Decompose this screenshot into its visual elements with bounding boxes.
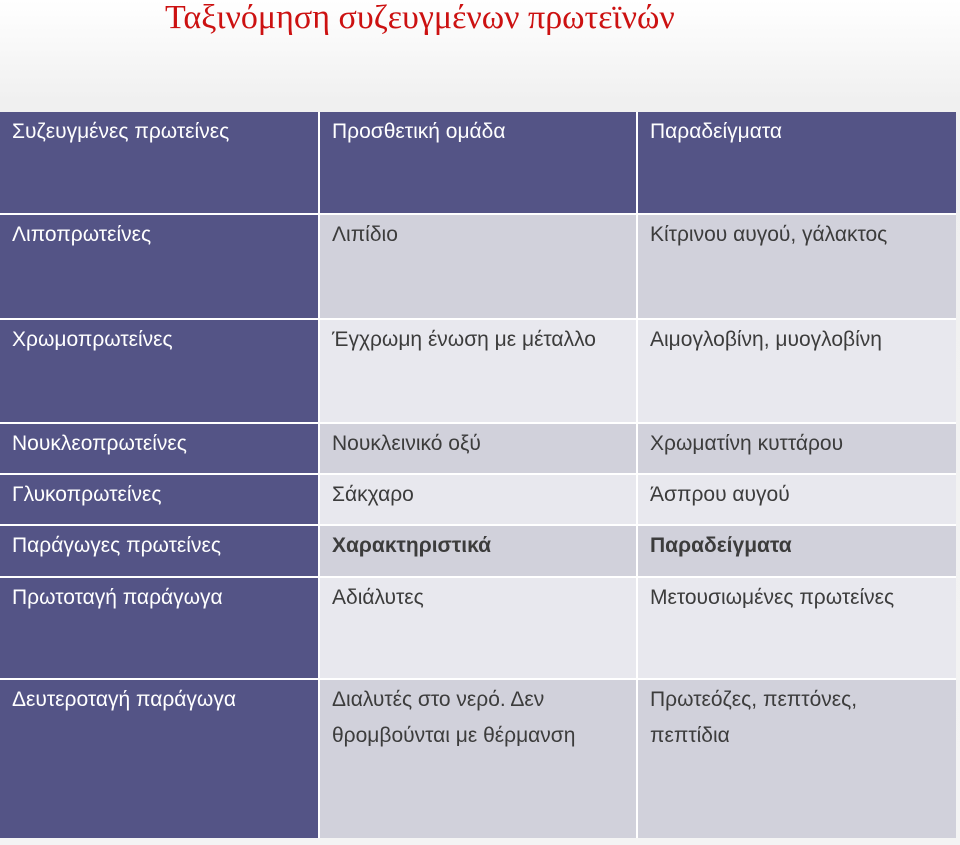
protein-cell: Πρωτοταγή παράγωγα [0,578,318,678]
examples-cell: Χρωματίνη κυττάρου [638,424,956,473]
protein-cell: Νουκλεοπρωτείνες [0,424,318,473]
examples-cell: Κίτρινου αυγού, γάλακτος [638,215,956,318]
conjugated-proteins-table [0,112,956,838]
header-cell-prosthetic-group: Προσθετική ομάδα [320,112,636,213]
header-cell-examples: Παραδείγματα [638,112,956,213]
group-cell: Νουκλεινικό οξύ [320,424,636,473]
slide-title: Ταξινόμηση συζευγμένων πρωτεϊνών [165,0,675,36]
subheader-cell-characteristics: Χαρακτηριστικά [320,526,636,576]
group-cell: Έγχρωμη ένωση με μέταλλο [320,320,636,422]
examples-cell: Άσπρου αυγού [638,475,956,524]
group-cell: Διαλυτές στο νερό. Δεν θρομβούνται με θέρμανση [320,680,636,838]
group-cell: Λιπίδιο [320,215,636,318]
examples-cell: Αιμογλοβίνη, μυογλοβίνη [638,320,956,422]
protein-cell: Παράγωγες πρωτείνες [0,526,318,576]
group-cell: Αδιάλυτες [320,578,636,678]
examples-cell: Πρωτεόζες, πεπτόνες, πεπτίδια [638,680,956,838]
examples-cell: Μετουσιωμένες πρωτείνες [638,578,956,678]
protein-cell: Λιποπρωτείνες [0,215,318,318]
header-cell-conjugated-proteins: Συζευγμένες πρωτείνες [0,112,318,213]
subheader-cell-examples: Παραδείγματα [638,526,956,576]
protein-cell: Χρωμοπρωτείνες [0,320,318,422]
group-cell: Σάκχαρο [320,475,636,524]
protein-cell: Γλυκοπρωτείνες [0,475,318,524]
protein-cell: Δευτεροταγή παράγωγα [0,680,318,838]
